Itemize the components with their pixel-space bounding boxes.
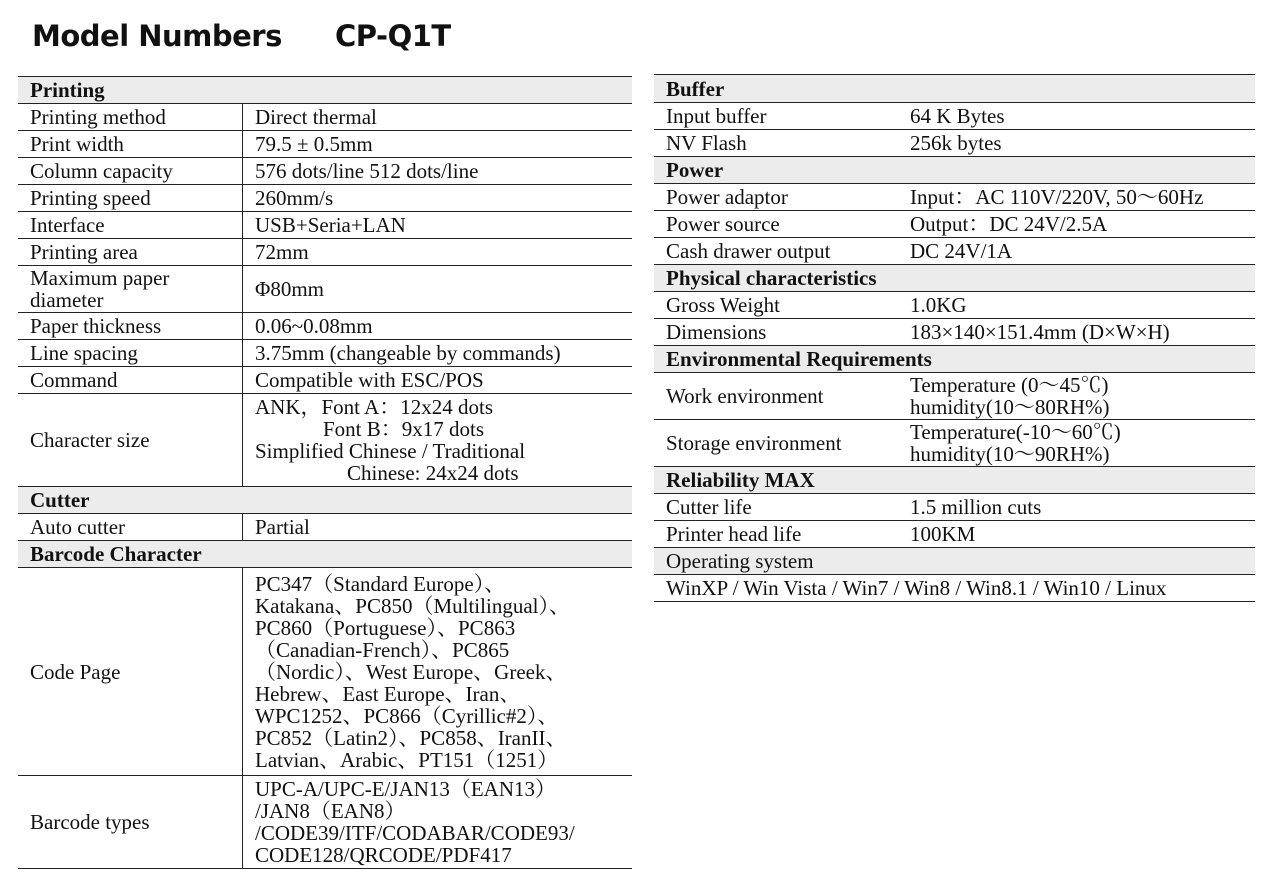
spec-label: Command xyxy=(30,368,118,392)
spec-value: Input：AC 110V/220V, 50～60Hz xyxy=(910,185,1204,209)
spec-label: Power source xyxy=(666,212,780,236)
section-power xyxy=(654,157,1255,184)
spec-row-power-adaptor xyxy=(654,184,1255,211)
spec-label: Power adaptor xyxy=(666,185,788,209)
spec-value: Output：DC 24V/2.5A xyxy=(910,212,1108,236)
spec-row-cutter-life xyxy=(654,494,1255,521)
spec-label: Barcode types xyxy=(30,810,150,834)
section-heading: Environmental Requirements xyxy=(666,347,932,371)
spec-label: Maximum paper xyxy=(30,266,170,290)
section-heading: Cutter xyxy=(30,488,90,512)
spec-value: CODE128/QRCODE/PDF417 xyxy=(255,843,512,867)
spec-row-command xyxy=(18,367,632,394)
spec-value: （Canadian-French）、PC865 xyxy=(255,637,510,662)
spec-value: Compatible with ESC/POS xyxy=(255,368,484,392)
spec-value: Partial xyxy=(255,515,310,539)
spec-row-nv-flash xyxy=(654,130,1255,157)
spec-label: Cash drawer output xyxy=(666,239,831,263)
spec-row-auto-cutter xyxy=(18,514,632,541)
spec-value: Font B：9x17 dots xyxy=(323,417,485,441)
spec-value: humidity(10～80RH%) xyxy=(910,395,1110,419)
section-cutter xyxy=(18,487,632,514)
spec-row-head-life xyxy=(654,521,1255,548)
spec-value: 100KM xyxy=(910,522,976,546)
spec-label: Dimensions xyxy=(666,320,767,344)
spec-table-right xyxy=(654,74,1255,602)
spec-row-gross-weight xyxy=(654,292,1255,319)
spec-value: 64 K Bytes xyxy=(910,104,1005,128)
spec-value: Simplified Chinese / Traditional xyxy=(255,439,526,463)
spec-value: 3.75mm (changeable by commands) xyxy=(255,341,561,365)
spec-row-input-buffer xyxy=(654,103,1255,130)
section-heading: Barcode Character xyxy=(30,542,202,566)
spec-label: Input buffer xyxy=(666,104,767,128)
spec-value: WPC1252、PC866（Cyrillic#2）、 xyxy=(255,703,559,728)
spec-value: Temperature (0～45℃) xyxy=(910,373,1109,397)
section-heading: Power xyxy=(666,158,724,182)
section-heading: Physical characteristics xyxy=(666,266,877,290)
spec-value: PC347（Standard Europe）、 xyxy=(255,571,506,596)
spec-row-paper-thickness xyxy=(18,313,632,340)
spec-row-os-label xyxy=(654,548,1255,575)
spec-label: Gross Weight xyxy=(666,293,781,317)
spec-value: 79.5 ± 0.5mm xyxy=(255,132,373,156)
spec-value: /CODE39/ITF/CODABAR/CODE93/ xyxy=(255,821,575,845)
spec-value: DC 24V/1A xyxy=(910,239,1013,263)
spec-value: PC852（Latin2）、PC858、IranII、 xyxy=(255,725,567,750)
spec-value: Φ80mm xyxy=(255,277,325,301)
spec-row-printing-area xyxy=(18,239,632,266)
spec-label: NV Flash xyxy=(666,131,747,155)
spec-value: 256k bytes xyxy=(910,131,1002,155)
spec-value: Katakana、PC850（Multilingual）、 xyxy=(255,593,570,618)
spec-value: 0.06~0.08mm xyxy=(255,314,373,338)
spec-value: Temperature(-10～60℃) xyxy=(910,420,1121,444)
spec-row-printing-speed xyxy=(18,185,632,212)
title-label: Model Numbers xyxy=(32,19,282,53)
spec-value: PC860（Portuguese）、PC863 xyxy=(255,615,516,640)
spec-row-code-page xyxy=(18,568,632,776)
spec-value: 72mm xyxy=(255,240,309,264)
spec-value: 260mm/s xyxy=(255,186,334,210)
spec-value: humidity(10～90RH%) xyxy=(910,442,1110,466)
section-physical xyxy=(654,265,1255,292)
spec-row-interface xyxy=(18,212,632,239)
spec-value: 183×140×151.4mm (D×W×H) xyxy=(910,320,1170,344)
spec-row-character-size xyxy=(18,394,632,487)
spec-row-print-width xyxy=(18,131,632,158)
spec-label: Character size xyxy=(30,428,150,452)
spec-row-work-environment xyxy=(654,373,1255,420)
spec-row-column-capacity xyxy=(18,158,632,185)
section-heading: Buffer xyxy=(666,76,725,101)
spec-label: Column capacity xyxy=(30,159,173,183)
model-number: CP-Q1T xyxy=(335,19,451,53)
spec-label: Paper thickness xyxy=(30,314,162,338)
spec-value: 1.5 million cuts xyxy=(910,495,1042,519)
spec-label: Auto cutter xyxy=(30,515,126,539)
spec-row-barcode-types xyxy=(18,776,632,869)
spec-value: 576 dots/line 512 dots/line xyxy=(255,159,479,183)
section-heading: Printing xyxy=(30,78,105,102)
spec-label: Storage environment xyxy=(666,431,842,455)
spec-row-line-spacing xyxy=(18,340,632,367)
spec-label: Code Page xyxy=(30,659,121,684)
spec-value: 1.0KG xyxy=(910,293,967,317)
section-environment xyxy=(654,346,1255,373)
spec-value: Latvian、Arabic、PT151（1251） xyxy=(255,747,559,772)
spec-value: Hebrew、East Europe、Iran、 xyxy=(255,681,521,706)
spec-label: Line spacing xyxy=(30,341,138,365)
spec-label: Printing method xyxy=(30,105,166,129)
spec-label: Operating system xyxy=(666,549,814,573)
spec-table-left xyxy=(18,76,632,869)
spec-value: ANK，Font A：12x24 dots xyxy=(255,395,494,419)
spec-label: Interface xyxy=(30,213,105,237)
spec-row-os-value xyxy=(654,575,1255,602)
spec-value: USB+Seria+LAN xyxy=(255,213,406,237)
spec-value: /JAN8（EAN8） xyxy=(255,799,406,823)
section-barcode xyxy=(18,541,632,568)
spec-label: Print width xyxy=(30,132,124,156)
section-printing xyxy=(18,77,632,104)
spec-row-power-source xyxy=(654,211,1255,238)
spec-label: Printing speed xyxy=(30,186,151,210)
spec-label: Work environment xyxy=(666,384,824,408)
spec-row-storage-environment xyxy=(654,420,1255,467)
spec-label: Printer head life xyxy=(666,522,802,546)
spec-label: Printing area xyxy=(30,240,138,264)
spec-row-paper-diameter xyxy=(18,266,632,313)
section-heading: Reliability MAX xyxy=(666,468,815,492)
spec-row-cash-drawer xyxy=(654,238,1255,265)
spec-value: WinXP / Win Vista / Win7 / Win8 / Win8.1 / Win10 / Linux xyxy=(666,576,1167,600)
spec-value: Direct thermal xyxy=(255,105,377,129)
page-title xyxy=(32,14,451,58)
spec-value: UPC-A/UPC-E/JAN13（EAN13） xyxy=(255,777,557,801)
spec-value: Chinese: 24x24 dots xyxy=(347,461,519,485)
spec-row-printing-method xyxy=(18,104,632,131)
section-buffer xyxy=(654,75,1255,103)
spec-label: diameter xyxy=(30,288,104,312)
spec-label: Cutter life xyxy=(666,495,752,519)
spec-value: （Nordic）、West Europe、Greek、 xyxy=(255,659,567,684)
spec-row-dimensions xyxy=(654,319,1255,346)
section-reliability xyxy=(654,467,1255,494)
